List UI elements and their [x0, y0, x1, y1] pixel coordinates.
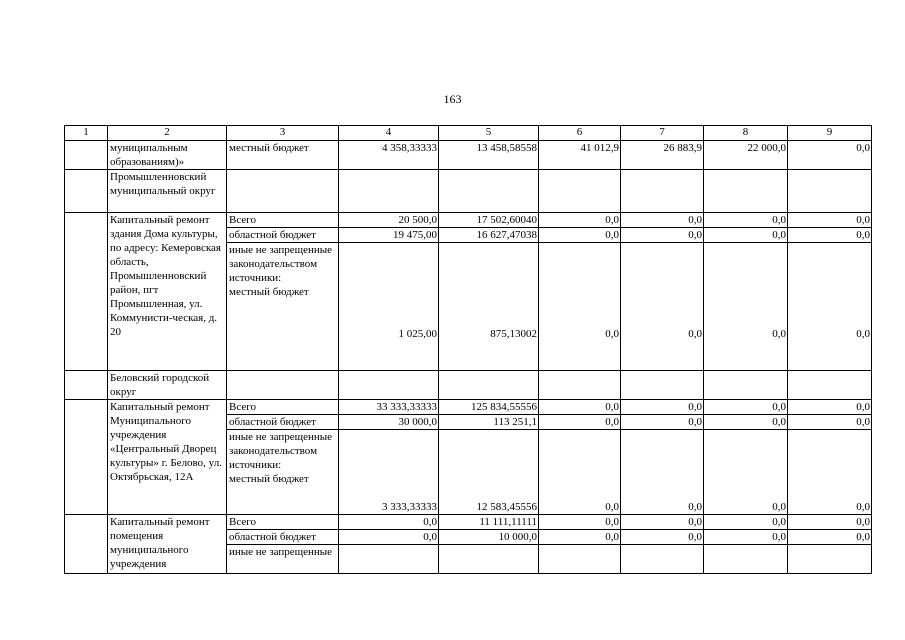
table-row	[65, 213, 872, 228]
measure-name-cell: Капитальный ремонт здания Дома культуры, по адресу: Кемеровская область, Промышленновский район, пгт Промышленная, ул. Коммунисти-ческая, д. 20	[108, 213, 227, 371]
value-cell: 0,0	[704, 515, 788, 530]
source-cell: Всего	[227, 213, 339, 228]
district-row	[65, 371, 872, 400]
value-cell: 13 458,58558	[439, 141, 539, 170]
value-cell: 0,0	[339, 515, 439, 530]
value-cell: 0,0	[621, 400, 704, 415]
value-cell: 33 333,33333	[339, 400, 439, 415]
source-cell: областной бюджет	[227, 228, 339, 243]
value-cell: 0,0	[788, 243, 872, 371]
other-sources-label: иные не запрещенные законодательством источники:	[229, 431, 333, 471]
table-row	[65, 141, 872, 170]
value-cell: 0,0	[339, 530, 439, 545]
header-cell: 6	[539, 126, 621, 141]
value-cell: 0,0	[704, 400, 788, 415]
district-name-cell: Беловский городской округ	[108, 371, 227, 400]
value-cell: 0,0	[704, 415, 788, 430]
value-cell: 0,0	[621, 415, 704, 430]
value-cell: 17 502,60040	[439, 213, 539, 228]
source-cell: областной бюджет	[227, 530, 339, 545]
header-cell: 9	[788, 126, 872, 141]
measure-name-cell: Капитальный ремонт помещения муниципального учреждения	[108, 515, 227, 574]
source-cell: иные не запрещенные	[227, 545, 339, 574]
value-cell: 22 000,0	[704, 141, 788, 170]
value-cell: 113 251,1	[439, 415, 539, 430]
value-cell: 0,0	[539, 430, 621, 515]
value-cell: 0,0	[788, 400, 872, 415]
value-cell: 0,0	[539, 415, 621, 430]
header-cell: 2	[108, 126, 227, 141]
header-cell: 7	[621, 126, 704, 141]
measure-name-cell: Капитальный ремонт Муниципального учреждения «Центральный Дворец культуры» г. Белово, ул. Октябрьская, 12А	[108, 400, 227, 515]
value-cell: 0,0	[704, 430, 788, 515]
header-cell: 1	[65, 126, 108, 141]
district-name-cell: Промышленновский муниципальный округ	[108, 170, 227, 213]
value-cell: 0,0	[621, 243, 704, 371]
budget-table	[64, 125, 872, 574]
local-budget-label: местный бюджет	[229, 286, 309, 298]
value-cell: 41 012,9	[539, 141, 621, 170]
header-cell: 4	[339, 126, 439, 141]
value-cell: 0,0	[704, 530, 788, 545]
measure-name-cell: муниципальным образованиям)»	[108, 141, 227, 170]
index-cell	[65, 371, 108, 400]
value-cell: 16 627,47038	[439, 228, 539, 243]
value-cell: 0,0	[539, 213, 621, 228]
other-sources-label: иные не запрещенные законодательством источники:	[229, 244, 333, 284]
page-number: 163	[443, 92, 462, 106]
value-cell: 0,0	[788, 228, 872, 243]
value-cell: 1 025,00	[339, 243, 439, 371]
value-cell: 0,0	[621, 213, 704, 228]
index-cell	[65, 213, 108, 371]
value-cell: 3 333,33333	[339, 430, 439, 515]
header-row	[65, 126, 872, 141]
index-cell	[65, 515, 108, 574]
value-cell: 0,0	[621, 515, 704, 530]
value-cell: 0,0	[788, 141, 872, 170]
table-row	[65, 400, 872, 415]
value-cell: 4 358,33333	[339, 141, 439, 170]
source-cell: Всего	[227, 400, 339, 415]
index-cell	[65, 170, 108, 213]
value-cell: 12 583,45556	[439, 430, 539, 515]
value-cell: 0,0	[704, 228, 788, 243]
value-cell: 11 111,11111	[439, 515, 539, 530]
value-cell: 0,0	[788, 415, 872, 430]
source-cell: местный бюджет	[227, 141, 339, 170]
value-cell: 0,0	[621, 430, 704, 515]
index-cell	[65, 141, 108, 170]
district-row	[65, 170, 872, 213]
header-cell: 5	[439, 126, 539, 141]
value-cell: 19 475,00	[339, 228, 439, 243]
value-cell: 0,0	[539, 530, 621, 545]
value-cell: 0,0	[704, 243, 788, 371]
value-cell: 20 500,0	[339, 213, 439, 228]
value-cell: 0,0	[788, 430, 872, 515]
value-cell: 30 000,0	[339, 415, 439, 430]
source-cell	[227, 430, 339, 515]
table-row	[65, 515, 872, 530]
local-budget-label: местный бюджет	[229, 473, 309, 485]
value-cell: 0,0	[788, 213, 872, 228]
value-cell: 0,0	[788, 515, 872, 530]
value-cell: 0,0	[621, 530, 704, 545]
value-cell: 0,0	[539, 400, 621, 415]
value-cell: 0,0	[539, 243, 621, 371]
value-cell: 0,0	[621, 228, 704, 243]
value-cell: 0,0	[539, 515, 621, 530]
index-cell	[65, 400, 108, 515]
value-cell: 0,0	[704, 213, 788, 228]
value-cell: 0,0	[539, 228, 621, 243]
header-cell: 3	[227, 126, 339, 141]
source-cell: Всего	[227, 515, 339, 530]
value-cell: 125 834,55556	[439, 400, 539, 415]
value-cell: 875,13002	[439, 243, 539, 371]
value-cell: 0,0	[788, 530, 872, 545]
source-cell	[227, 243, 339, 371]
value-cell: 10 000,0	[439, 530, 539, 545]
header-cell: 8	[704, 126, 788, 141]
value-cell: 26 883,9	[621, 141, 704, 170]
source-cell: областной бюджет	[227, 415, 339, 430]
